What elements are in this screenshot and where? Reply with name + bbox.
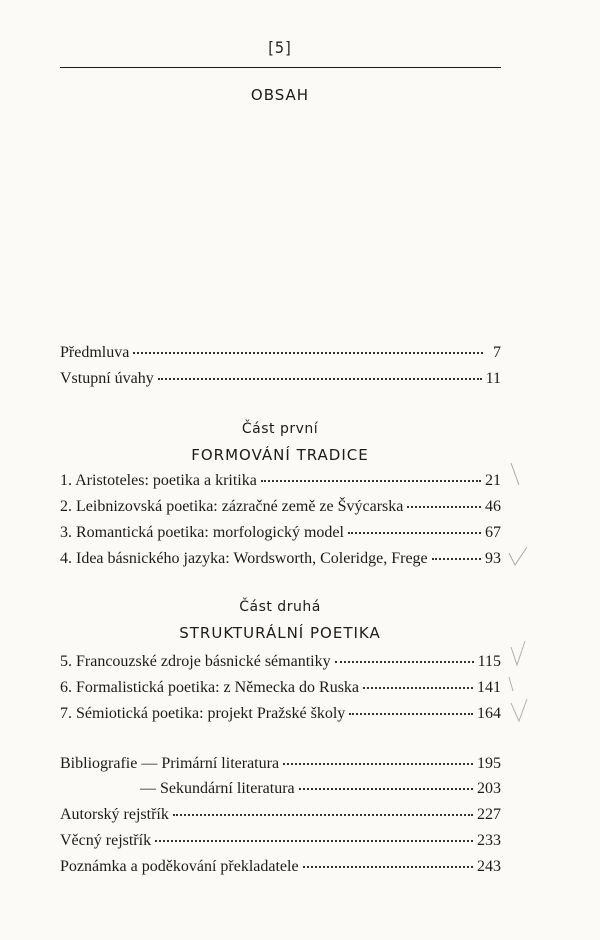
toc-entry-chapter-6	[60, 678, 501, 698]
toc-entry-predmluva	[60, 343, 501, 363]
part-one-label: Část první	[241, 421, 319, 437]
toc-entry-label: Poznámka a poděkování překladatele	[60, 858, 299, 875]
toc-entry-label: 5. Francouzské zdroje básnické sémantiky	[60, 653, 331, 670]
dot-leader	[158, 377, 482, 380]
toc-entry-bibliografie-sekundarni	[60, 779, 501, 799]
toc-entry-page: 93	[485, 550, 501, 567]
part-two-title: STRUKTURÁLNÍ POETIKA	[179, 624, 381, 642]
toc-entry-label: 2. Leibnizovská poetika: zázračné země ze Švýcarska	[60, 498, 404, 515]
page-number: [5]	[268, 38, 292, 57]
dot-leader	[299, 787, 473, 790]
toc-entry-vstupni-uvahy	[60, 369, 501, 389]
dot-leader	[303, 865, 473, 868]
toc-entry-label: 6. Formalistická poetika: z Německa do Ruska	[60, 679, 360, 696]
toc-entry-chapter-4	[60, 549, 501, 569]
toc-entry-label: 4. Idea básnického jazyka: Wordsworth, Coleridge, Frege	[60, 550, 428, 567]
toc-entry-page: 203	[477, 780, 501, 797]
toc-entry-page: 141	[477, 679, 501, 696]
header-rule	[60, 67, 501, 68]
toc-entry-label: 1. Aristoteles: poetika a kritika	[60, 472, 257, 489]
dot-leader	[261, 479, 481, 482]
dot-leader	[432, 557, 481, 560]
toc-entry-autorsky-rejstrik	[60, 805, 501, 825]
toc-entry-label: — Sekundární literatura	[140, 780, 295, 797]
toc-entry-label: Bibliografie — Primární literatura	[60, 755, 280, 772]
toc-entry-label: Věcný rejstřík	[60, 832, 152, 849]
toc-entry-page: 11	[485, 370, 501, 387]
toc-entry-label: Autorský rejstřík	[60, 806, 169, 823]
toc-entry-page: 67	[485, 524, 501, 541]
dot-leader	[283, 762, 473, 765]
toc-entry-chapter-1	[60, 471, 501, 491]
toc-entry-vecny-rejstrik	[60, 831, 501, 851]
toc-entry-page: 195	[477, 755, 501, 772]
toc-entry-label: 3. Romantická poetika: morfologický model	[60, 524, 344, 541]
dot-leader	[349, 712, 473, 715]
dot-leader	[155, 839, 473, 842]
toc-entry-bibliografie-primarni	[60, 754, 501, 774]
part-two-label: Část druhá	[239, 599, 321, 615]
toc-entry-poznamka	[60, 857, 501, 877]
toc-entry-label: Vstupní úvahy	[60, 370, 154, 387]
toc-entry-page: 227	[477, 806, 501, 823]
dot-leader	[133, 351, 483, 354]
toc-entry-label: 7. Sémiotická poetika: projekt Pražské školy	[60, 705, 346, 722]
dot-leader	[173, 813, 473, 816]
dot-leader	[348, 531, 481, 534]
toc-entry-page: 243	[477, 858, 501, 875]
dot-leader	[363, 686, 473, 689]
toc-entry-page: 115	[477, 653, 501, 670]
toc-entry-chapter-5	[60, 652, 501, 672]
toc-entry-page: 46	[485, 498, 501, 515]
toc-entry-chapter-3	[60, 523, 501, 543]
toc-entry-chapter-7	[60, 704, 501, 724]
toc-entry-label: Předmluva	[60, 344, 130, 361]
pencil-marks	[505, 455, 545, 735]
toc-entry-page: 21	[485, 472, 501, 489]
toc-entry-page: 7	[493, 344, 501, 361]
toc-entry-chapter-2	[60, 497, 501, 517]
part-one-title: FORMOVÁNÍ TRADICE	[191, 446, 369, 464]
toc-entry-page: 164	[477, 705, 501, 722]
dot-leader	[335, 660, 474, 663]
dot-leader	[407, 505, 481, 508]
contents-title: OBSAH	[250, 86, 310, 104]
toc-entry-page: 233	[477, 832, 501, 849]
